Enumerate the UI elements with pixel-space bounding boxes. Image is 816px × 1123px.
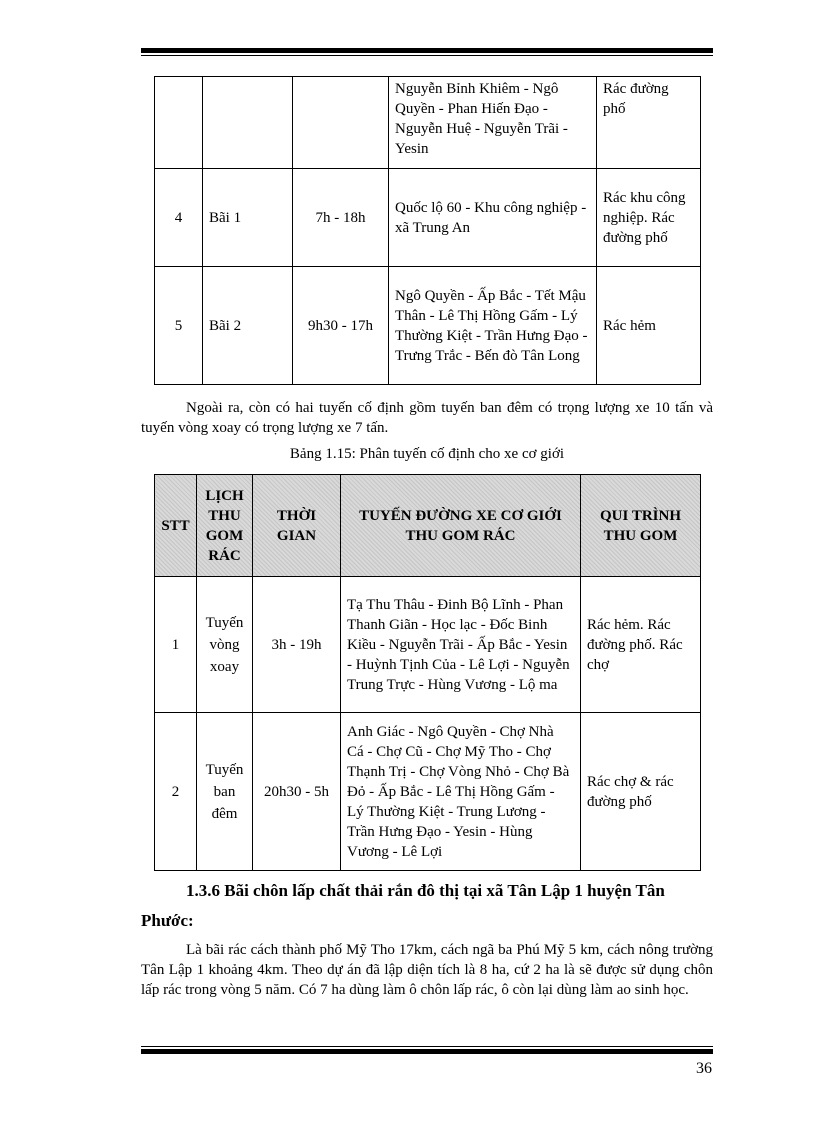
- paragraph-extra-routes: Ngoài ra, còn có hai tuyến cố định gồm tuyến ban đêm có trọng lượng xe 10 tấn và tuyến vòng xoay có trọng lượng xe 7 tấn.: [141, 400, 713, 436]
- stt-cell: [155, 77, 203, 169]
- stt-cell: 5: [155, 267, 203, 385]
- bai-cell: Bãi 1: [203, 169, 293, 267]
- time-cell: 20h30 - 5h: [253, 713, 341, 871]
- schedule-cell: Tuyến vòng xoay: [197, 577, 253, 713]
- time-cell: [293, 77, 389, 169]
- header-schedule: LỊCH THU GOM RÁC: [197, 475, 253, 577]
- route-cell: Ngô Quyền - Ấp Bắc - Tết Mậu Thân - Lê Thị Hồng Gấm - Lý Thường Kiệt - Trần Hưng Đạo - Trưng Trắc - Bến đò Tân Long: [389, 267, 597, 385]
- table-caption: Bảng 1.15: Phân tuyến cố định cho xe cơ giới: [289, 446, 565, 462]
- type-cell: Rác hẻm: [597, 267, 701, 385]
- table-row: [155, 169, 701, 267]
- page-number: 36: [696, 1060, 712, 1077]
- section-heading: 1.3.6 Bãi chôn lấp chất thải rắn đô thị tại xã Tân Lập 1 huyện Tân Phước:: [141, 881, 665, 930]
- route-cell: Tạ Thu Thâu - Đinh Bộ Lĩnh - Phan Thanh Giãn - Học lạc - Đốc Binh Kiều - Nguyễn Trãi - Ấp Bắc - Yesin - Huỳnh Tịnh Của - Lê Lợi - Nguyễn Trung Trực - Hùng Vương - Lộ ma: [341, 577, 581, 713]
- stt-cell: 2: [155, 713, 197, 871]
- time-cell: 9h30 - 17h: [293, 267, 389, 385]
- table-row: [155, 577, 701, 713]
- route-cell: Nguyễn Bỉnh Khiêm - Ngô Quyền - Phan Hiến Đạo - Nguyễn Huệ - Nguyễn Trãi - Yesin: [389, 77, 597, 169]
- process-cell: Rác chợ & rác đường phố: [581, 713, 701, 871]
- table-header-row: [155, 475, 701, 577]
- route-table-continued: [154, 76, 701, 385]
- header-route: TUYẾN ĐƯỜNG XE CƠ GIỚI THU GOM RÁC: [341, 475, 581, 577]
- header-rule-thin: [141, 55, 713, 56]
- header-process: QUI TRÌNH THU GOM: [581, 475, 701, 577]
- footer-rule-thick: [141, 1049, 713, 1054]
- route-cell: Quốc lộ 60 - Khu công nghiệp - xã Trung An: [389, 169, 597, 267]
- bai-cell: [203, 77, 293, 169]
- schedule-cell: Tuyến ban đêm: [197, 713, 253, 871]
- table-row: [155, 713, 701, 871]
- time-cell: 7h - 18h: [293, 169, 389, 267]
- table-row: [155, 77, 701, 169]
- header-rule-thick: [141, 48, 713, 53]
- process-cell: Rác hẻm. Rác đường phố. Rác chợ: [581, 577, 701, 713]
- header-time: THỜI GIAN: [253, 475, 341, 577]
- stt-cell: 4: [155, 169, 203, 267]
- time-cell: 3h - 19h: [253, 577, 341, 713]
- table-row: [155, 267, 701, 385]
- type-cell: Rác khu công nghiệp. Rác đường phố: [597, 169, 701, 267]
- mechanized-route-table: [154, 474, 701, 871]
- bai-cell: Bãi 2: [203, 267, 293, 385]
- stt-cell: 1: [155, 577, 197, 713]
- header-stt: STT: [155, 475, 197, 577]
- paragraph-landfill: Là bãi rác cách thành phố Mỹ Tho 17km, cách ngã ba Phú Mỹ 5 km, cách nông trường Tân Lập 1 khoảng 4km. Theo dự án đã lập diện tích là 8 ha, cứ 2 ha là sẽ được sử dụng chôn lấp rác trong vòng 5 năm. Có 7 ha dùng làm ô chôn lấp rác, ô còn lại dùng làm ao sinh học.: [141, 942, 713, 998]
- footer-rule-thin: [141, 1046, 713, 1047]
- type-cell: Rác đường phố: [597, 77, 701, 169]
- route-cell: Anh Giác - Ngô Quyền - Chợ Nhà Cá - Chợ Cũ - Chợ Mỹ Tho - Chợ Thạnh Trị - Chợ Vòng Nhỏ - Chợ Bà Đỏ - Ấp Bắc - Lê Thị Hồng Gấm - Lý Thường Kiệt - Trung Lương - Trần Hưng Đạo - Yesin - Hùng Vương - Lê Lợi: [341, 713, 581, 871]
